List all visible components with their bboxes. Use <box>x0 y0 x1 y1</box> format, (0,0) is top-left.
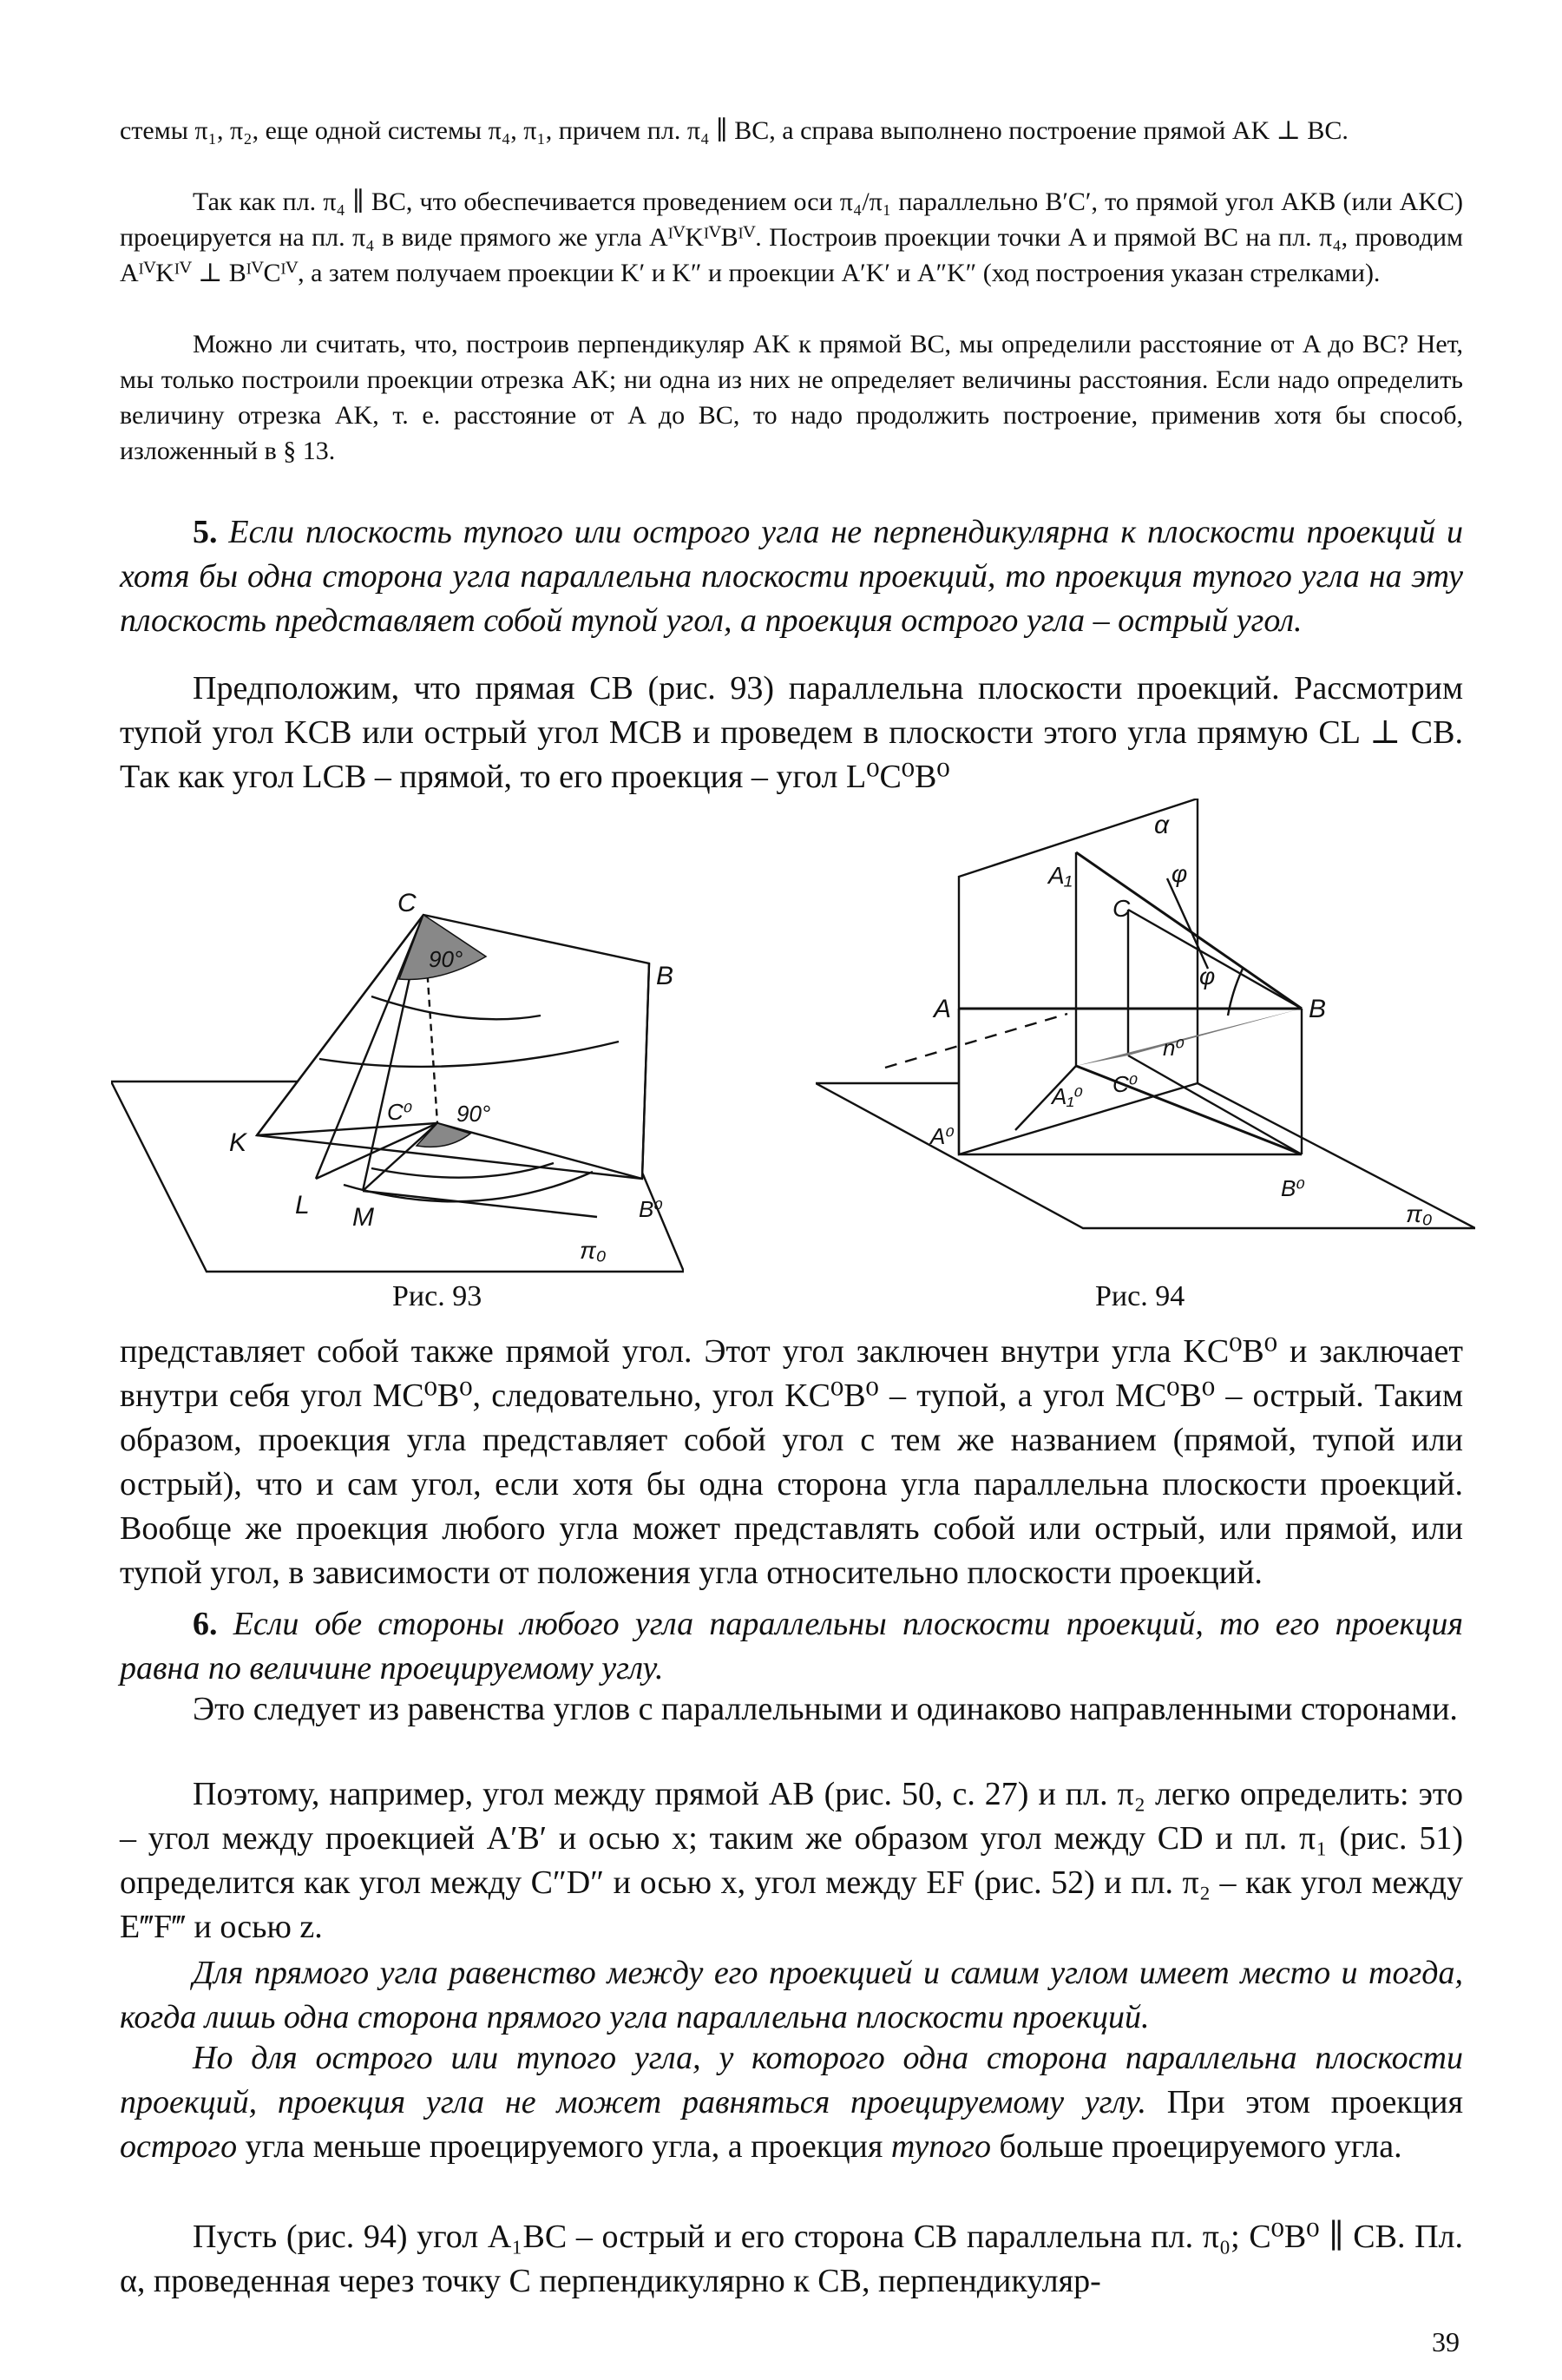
rule-6-text: Если обе стороны любого угла параллельны плоскости проекций, то его проекция равна по величине проецируемому углу. <box>120 1606 1463 1686</box>
rule-5-text: Если плоскость тупого или острого угла не перпендикулярна к плоскости проекций и хотя бы одна сторона угла параллельна плоскости проекций, то проекция тупого угла на эту плоскость представляет собой тупой угол, а проекция острого угла – острый угол. <box>120 514 1464 639</box>
mixed-word-acute: острого <box>120 2128 238 2165</box>
fig94-label-pi0: π₀ <box>1406 1200 1433 1227</box>
rule-6-number: 6. <box>193 1606 218 1642</box>
rule-5-number: 5. <box>193 514 218 550</box>
fig94-label-a10: A₁⁰ <box>1052 1083 1083 1109</box>
paragraph-after-figures: представляет собой также прямой угол. Этот угол заключен внутри угла KC⁰B⁰ и заключает внутри себя угол MC⁰B⁰, следовательно, угол KC⁰B⁰ – тупой, а угол MC⁰B⁰ – острый. Таким образом, проекция угла представляет собой угол с тем же названием (прямой, тупой или острый), что и сам угол, если хотя бы одна сторона угла параллельна плоскости проекций. Вообще же проекция любого угла может представлять собой или острый, или прямой, или тупой угол, в зависимости от положения угла относительно плоскости проекций. <box>120 1333 1463 1591</box>
figure-93 <box>111 877 684 1276</box>
fig94-label-b: B <box>1309 995 1327 1023</box>
paragraph-top-3: Можно ли считать, что, построив перпендикуляр AK к прямой BC, мы определили расстояние от A до BC? Нет, мы только построили проекции отрезка AK; ни одна из них не определяет величины расстояния. Если надо определить величину отрезка AK, т. е. расстояние от A до BC, то надо продолжить построение, применив хотя бы способ, изложенный в § 13. <box>120 330 1463 465</box>
fig94-label-a1: A₁ <box>1048 862 1073 889</box>
rule-5 <box>120 510 1463 643</box>
mixed-italic-part: Но для острого или тупого угла, у которого одна сторона параллельна плоскости проекций, проекция угла не может равняться проецируемому углу. <box>120 2040 1463 2120</box>
rule-6 <box>120 1602 1463 1691</box>
fig93-label-c0: C⁰ <box>387 1099 413 1125</box>
mixed-text-2: угла меньше проецируемого угла, а проекция <box>237 2128 891 2165</box>
fig93-label-k: K <box>229 1128 247 1157</box>
fig94-projection-plane <box>816 1083 1475 1228</box>
paragraph-therefore: Поэтому, например, угол между прямой AB (рис. 50, с. 27) и пл. π₂ легко определить: это – угол между проекцией A′B′ и осью x; таким же образом угол между CD и пл. π₁ (рис. 51) определится как угол между C″D″ и осью x, угол между EF (рис. 52) и пл. π₂ – как угол между E‴F‴ и осью z. <box>120 1776 1463 1945</box>
paragraph-before-figures: Предположим, что прямая CB (рис. 93) параллельна плоскости проекций. Рассмотрим тупой угол KCB или острый угол MCB и проведем в плоскости этого угла прямую CL ⊥ CB. Так как угол LCB – прямой, то его проекция – угол L⁰C⁰B⁰ <box>120 670 1463 795</box>
fig94-label-c0: C⁰ <box>1112 1071 1139 1097</box>
fig94-label-a0: A⁰ <box>930 1123 955 1149</box>
figure-94 <box>816 799 1475 1259</box>
figure-93-caption: Рис. 93 <box>392 1280 482 1312</box>
fig93-label-pi0: π₀ <box>580 1237 607 1264</box>
fig93-arc-4 <box>344 1172 593 1201</box>
fig94-label-b0: B⁰ <box>1281 1175 1305 1201</box>
paragraph-acute-obtuse <box>120 2036 1463 2169</box>
fig93-label-c: C <box>397 889 417 917</box>
mixed-word-obtuse: тупого <box>890 2128 992 2165</box>
paragraph-follows: Это следует из равенства углов с параллельными и одинаково направленными сторонами. <box>193 1691 1458 1727</box>
fig93-extra-line <box>363 1191 597 1217</box>
figure-94-caption: Рис. 94 <box>1095 1280 1185 1312</box>
mixed-text-3: больше проецируемого угла. <box>991 2128 1402 2165</box>
fig94-label-n0: n⁰ <box>1163 1035 1185 1061</box>
fig93-angle-label-1: 90° <box>429 946 463 972</box>
fig94-line-c0b0 <box>1128 1055 1302 1154</box>
paragraph-top-2: Так как пл. π₄ ∥ BC, что обеспечивается проведением оси π₄/π₁ параллельно B′C′, то прямой угол AKB (или AKC) проецируется на пл. π₄ в виде прямого же угла AᴵⱽKᴵⱽBᴵⱽ. Построив проекции точки A и прямой BC на пл. π₄, проводим AᴵⱽKᴵⱽ ⊥ BᴵⱽCᴵⱽ, а затем получаем проекции K′ и K″ и проекции A′K′ и A″K″ (ход построения указан стрелками). <box>120 187 1463 287</box>
fig94-label-alpha: α <box>1154 811 1170 839</box>
fig94-label-phi-1: φ <box>1172 860 1188 887</box>
fig94-label-a: A <box>934 995 952 1023</box>
fig93-label-m: M <box>352 1203 374 1232</box>
fig93-angle-label-2: 90° <box>456 1101 491 1127</box>
fig94-label-c: C <box>1112 895 1131 922</box>
fig94-label-phi-2: φ <box>1199 963 1216 989</box>
fig93-label-l: L <box>295 1191 310 1220</box>
mixed-text-1: При этом проекция <box>1146 2084 1463 2120</box>
fig93-label-b: B <box>656 962 674 990</box>
paragraph-last: Пусть (рис. 94) угол A₁BC – острый и его сторона CB параллельна пл. π₀; C⁰B⁰ ∥ CB. Пл. α, проведенная через точку C перпендикулярно к CB, перпендикуляр- <box>120 2219 1463 2299</box>
fig93-label-b0: B⁰ <box>639 1196 663 1222</box>
paragraph-top-1: стемы π₁, π₂, еще одной системы π₄, π₁, причем пл. π₄ ∥ BC, а справа выполнено построение прямой AK ⊥ BC. <box>120 116 1349 145</box>
paragraph-right-angle: Для прямого угла равенство между его проекцией и самим углом имеет место и тогда, когда лишь одна сторона прямого угла параллельна плоскости проекций. <box>120 1955 1463 2035</box>
page-number: 39 <box>1432 2326 1460 2357</box>
